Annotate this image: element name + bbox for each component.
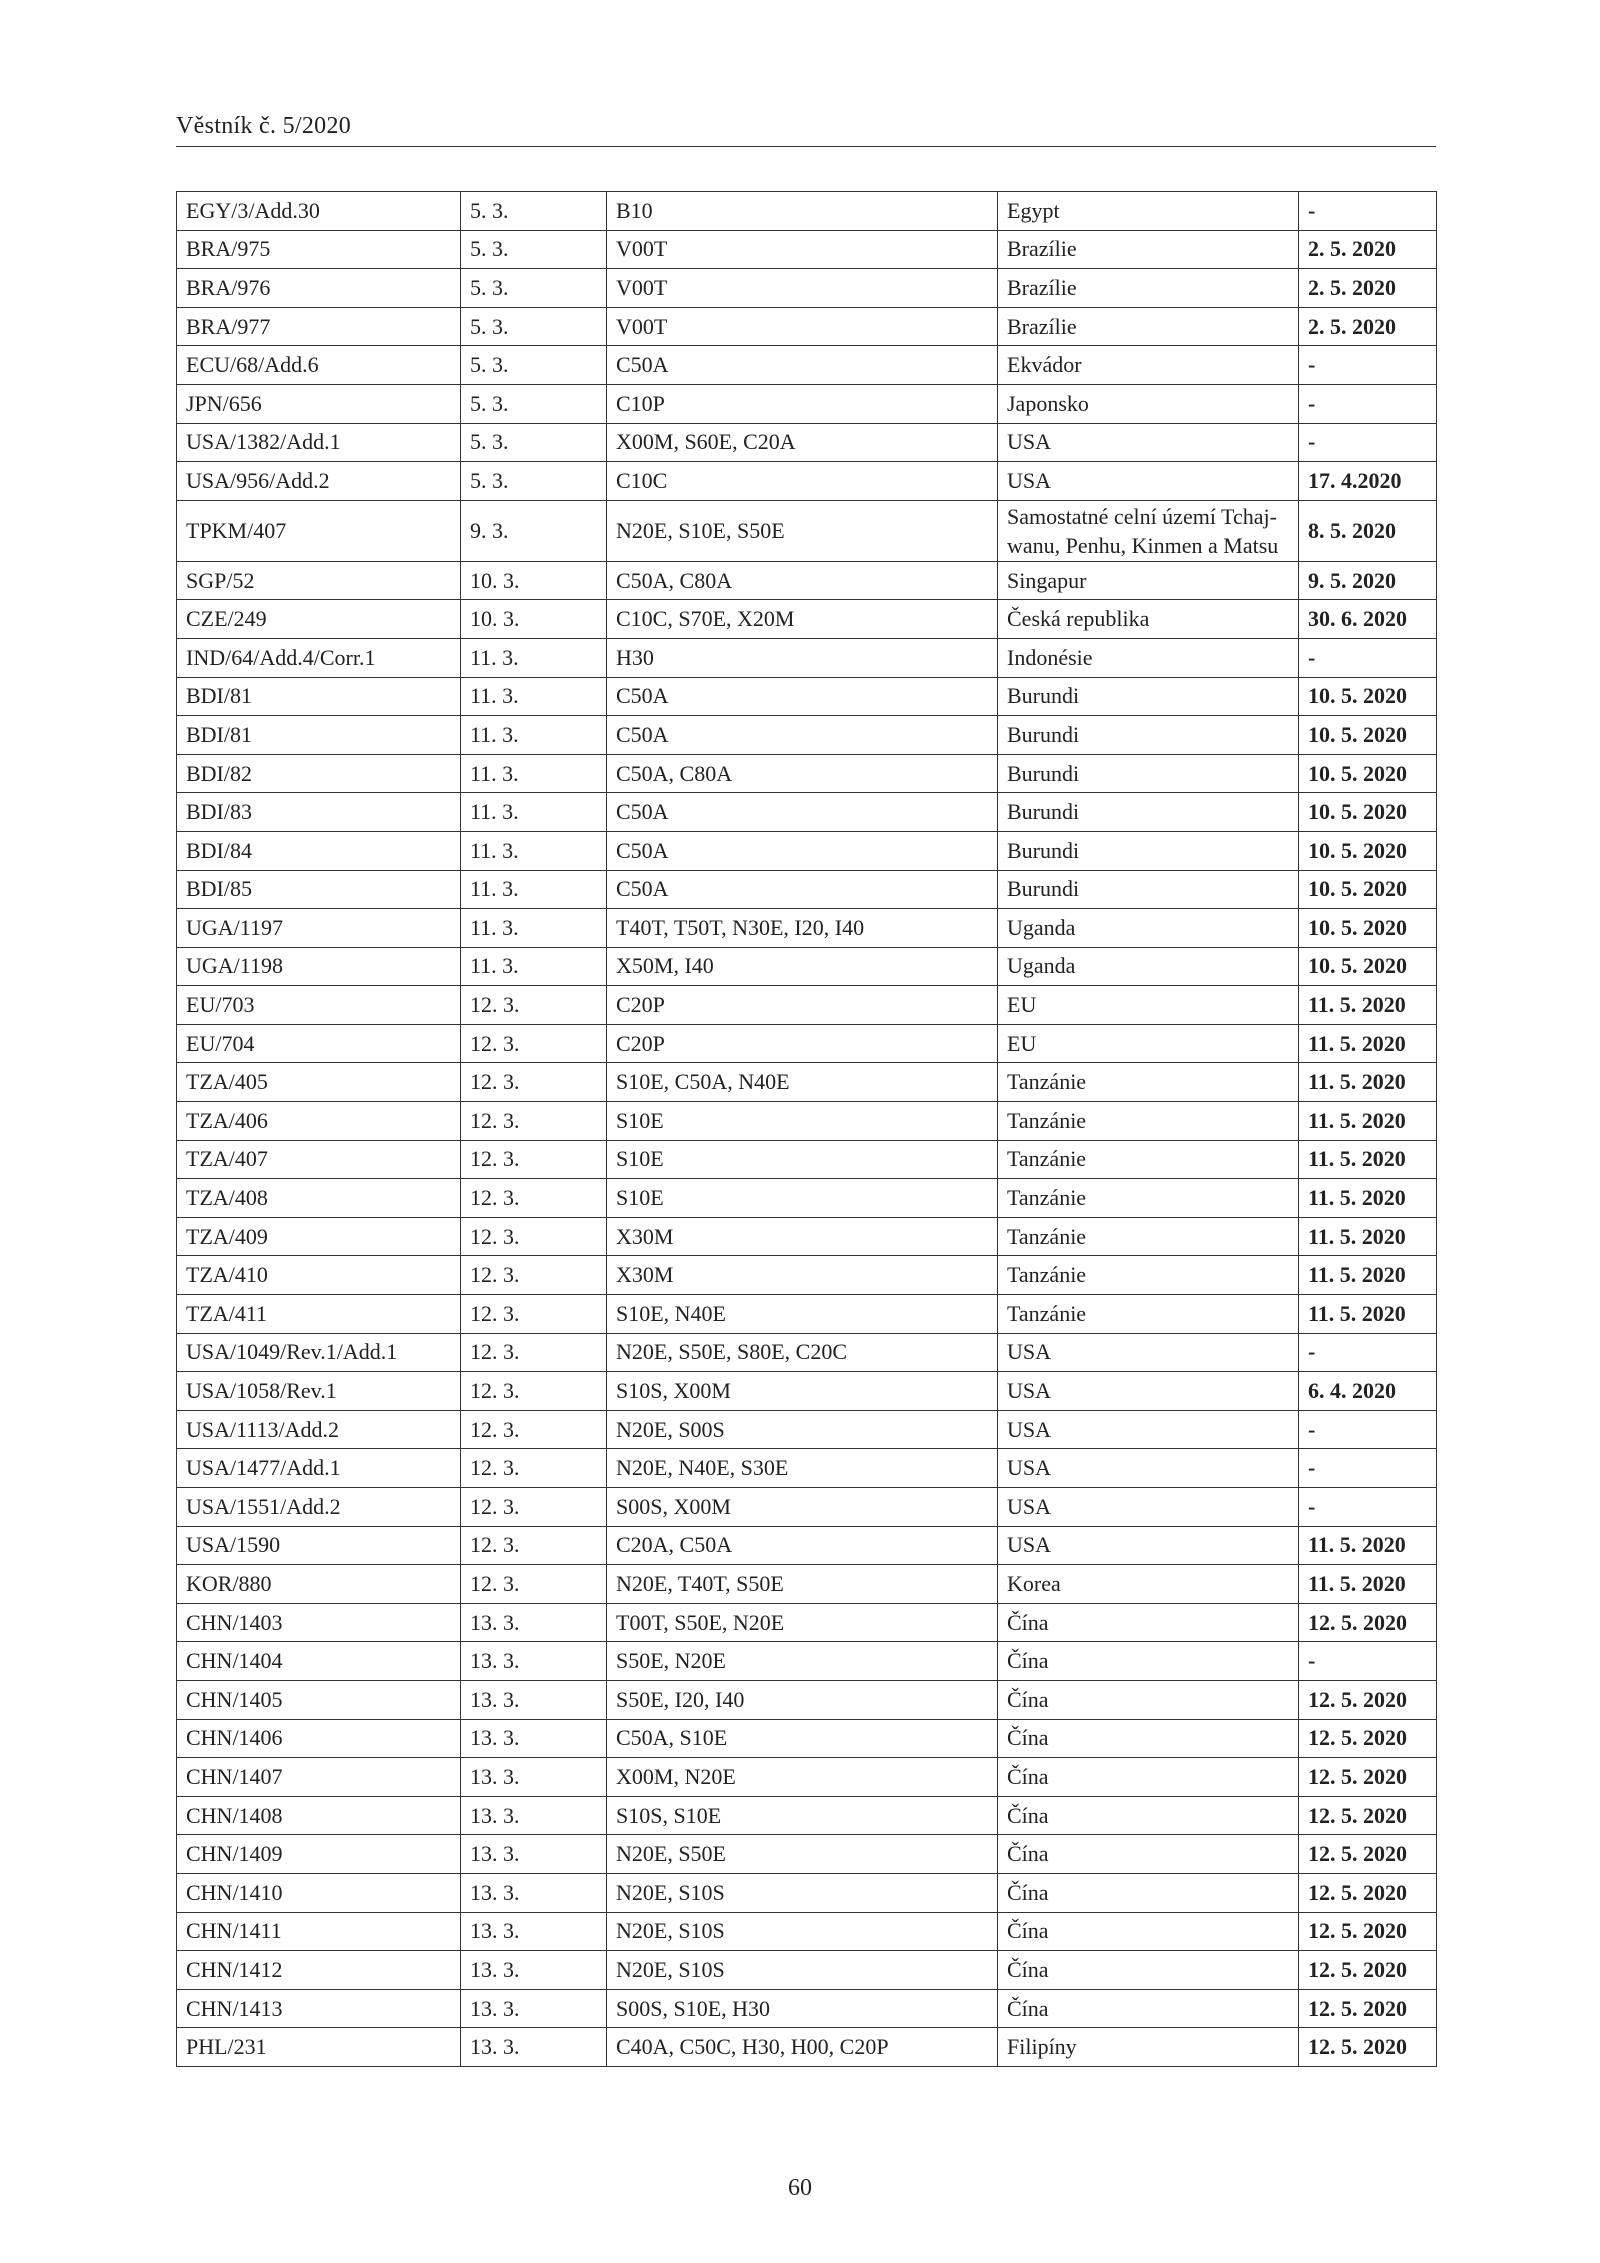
table-row [177, 677, 1437, 716]
ics-codes-cell: C50A [607, 870, 998, 909]
notification-symbol-cell: UGA/1197 [177, 909, 461, 948]
notification-symbol-cell: USA/1590 [177, 1526, 461, 1565]
notification-date-cell: 13. 3. [461, 1796, 607, 1835]
comment-deadline-cell: 12. 5. 2020 [1299, 1873, 1437, 1912]
territory-cell: USA [998, 1526, 1299, 1565]
ics-codes-cell: N20E, S00S [607, 1410, 998, 1449]
notification-symbol-cell: EU/704 [177, 1024, 461, 1063]
territory-cell: Čína [998, 1719, 1299, 1758]
notification-date-cell: 12. 3. [461, 1024, 607, 1063]
ics-codes-cell: C50A [607, 677, 998, 716]
notification-symbol-cell: BDI/81 [177, 716, 461, 755]
notification-symbol-cell: CHN/1403 [177, 1603, 461, 1642]
territory-cell: Čína [998, 1912, 1299, 1951]
page-header: Věstník č. 5/2020 [176, 113, 352, 139]
table-row [177, 384, 1437, 423]
notification-symbol-cell: BDI/81 [177, 677, 461, 716]
comment-deadline-cell: - [1299, 1410, 1437, 1449]
territory-cell: Burundi [998, 716, 1299, 755]
ics-codes-cell: S10S, X00M [607, 1372, 998, 1411]
page-number: 60 [788, 2175, 812, 2201]
notification-date-cell: 5. 3. [461, 346, 607, 385]
territory-cell: Brazílie [998, 230, 1299, 269]
notification-date-cell: 12. 3. [461, 1488, 607, 1527]
ics-codes-cell: N20E, S10S [607, 1873, 998, 1912]
notification-date-cell: 5. 3. [461, 230, 607, 269]
notification-date-cell: 11. 3. [461, 754, 607, 793]
notification-symbol-cell: CHN/1405 [177, 1680, 461, 1719]
ics-codes-cell: T00T, S50E, N20E [607, 1603, 998, 1642]
notification-symbol-cell: TZA/407 [177, 1140, 461, 1179]
ics-codes-cell: X30M [607, 1256, 998, 1295]
table-row [177, 793, 1437, 832]
ics-codes-cell: S10E [607, 1179, 998, 1218]
notification-symbol-cell: USA/1477/Add.1 [177, 1449, 461, 1488]
ics-codes-cell: H30 [607, 638, 998, 677]
table-row [177, 346, 1437, 385]
comment-deadline-cell: 12. 5. 2020 [1299, 1680, 1437, 1719]
comment-deadline-cell: 11. 5. 2020 [1299, 1526, 1437, 1565]
comment-deadline-cell: 10. 5. 2020 [1299, 793, 1437, 832]
territory-cell: Singapur [998, 561, 1299, 600]
notification-symbol-cell: BRA/976 [177, 269, 461, 308]
table-row [177, 1680, 1437, 1719]
notification-symbol-cell: TZA/408 [177, 1179, 461, 1218]
table-row [177, 947, 1437, 986]
table-row [177, 1603, 1437, 1642]
notification-symbol-cell: KOR/880 [177, 1565, 461, 1604]
ics-codes-cell: C40A, C50C, H30, H00, C20P [607, 2028, 998, 2067]
ics-codes-cell: S50E, N20E [607, 1642, 998, 1681]
territory-cell: Tanzánie [998, 1256, 1299, 1295]
comment-deadline-cell: 12. 5. 2020 [1299, 1603, 1437, 1642]
table-row [177, 230, 1437, 269]
table-row [177, 500, 1437, 561]
table-row [177, 1951, 1437, 1990]
notification-symbol-cell: TZA/409 [177, 1217, 461, 1256]
table-row [177, 1140, 1437, 1179]
notification-date-cell: 12. 3. [461, 1179, 607, 1218]
territory-cell: USA [998, 423, 1299, 462]
table-row [177, 307, 1437, 346]
territory-cell: Tanzánie [998, 1102, 1299, 1141]
comment-deadline-cell: - [1299, 1488, 1437, 1527]
notification-date-cell: 13. 3. [461, 1951, 607, 1990]
notification-date-cell: 12. 3. [461, 1372, 607, 1411]
comment-deadline-cell: 11. 5. 2020 [1299, 1217, 1437, 1256]
comment-deadline-cell: 10. 5. 2020 [1299, 909, 1437, 948]
ics-codes-cell: X30M [607, 1217, 998, 1256]
territory-cell: Samostatné celní území Tchaj-wanu, Penhu, Kinmen a Matsu [998, 500, 1299, 561]
notification-symbol-cell: CHN/1413 [177, 1989, 461, 2028]
comment-deadline-cell: - [1299, 346, 1437, 385]
ics-codes-cell: N20E, S50E [607, 1835, 998, 1874]
territory-cell: USA [998, 462, 1299, 501]
notification-symbol-cell: JPN/656 [177, 384, 461, 423]
table-row [177, 1063, 1437, 1102]
notification-date-cell: 11. 3. [461, 793, 607, 832]
ics-codes-cell: N20E, S50E, S80E, C20C [607, 1333, 998, 1372]
notification-symbol-cell: CHN/1410 [177, 1873, 461, 1912]
notification-symbol-cell: USA/1049/Rev.1/Add.1 [177, 1333, 461, 1372]
comment-deadline-cell: 11. 5. 2020 [1299, 1024, 1437, 1063]
comment-deadline-cell: - [1299, 638, 1437, 677]
table-body [177, 192, 1437, 2067]
territory-cell: Burundi [998, 831, 1299, 870]
ics-codes-cell: T40T, T50T, N30E, I20, I40 [607, 909, 998, 948]
notification-symbol-cell: CHN/1411 [177, 1912, 461, 1951]
notification-symbol-cell: CHN/1406 [177, 1719, 461, 1758]
ics-codes-cell: B10 [607, 192, 998, 231]
ics-codes-cell: N20E, S10S [607, 1951, 998, 1990]
notification-date-cell: 11. 3. [461, 947, 607, 986]
notification-date-cell: 13. 3. [461, 1989, 607, 2028]
notification-date-cell: 13. 3. [461, 1680, 607, 1719]
comment-deadline-cell: - [1299, 1642, 1437, 1681]
notification-date-cell: 12. 3. [461, 1333, 607, 1372]
comment-deadline-cell: 17. 4.2020 [1299, 462, 1437, 501]
table-row [177, 1295, 1437, 1334]
table-row [177, 1024, 1437, 1063]
notification-date-cell: 13. 3. [461, 1603, 607, 1642]
notification-table [176, 191, 1437, 2067]
notification-symbol-cell: BDI/83 [177, 793, 461, 832]
table-row [177, 870, 1437, 909]
notification-symbol-cell: USA/1382/Add.1 [177, 423, 461, 462]
comment-deadline-cell: 11. 5. 2020 [1299, 1565, 1437, 1604]
territory-cell: USA [998, 1488, 1299, 1527]
notification-date-cell: 5. 3. [461, 307, 607, 346]
notification-symbol-cell: EGY/3/Add.30 [177, 192, 461, 231]
table-row [177, 1410, 1437, 1449]
ics-codes-cell: N20E, T40T, S50E [607, 1565, 998, 1604]
notification-date-cell: 12. 3. [461, 1140, 607, 1179]
territory-cell: Čína [998, 1835, 1299, 1874]
table-row [177, 192, 1437, 231]
notification-symbol-cell: ECU/68/Add.6 [177, 346, 461, 385]
comment-deadline-cell: 11. 5. 2020 [1299, 1179, 1437, 1218]
ics-codes-cell: C10P [607, 384, 998, 423]
notification-date-cell: 12. 3. [461, 1449, 607, 1488]
table-row [177, 423, 1437, 462]
ics-codes-cell: X00M, S60E, C20A [607, 423, 998, 462]
table-row [177, 1179, 1437, 1218]
territory-cell: Tanzánie [998, 1179, 1299, 1218]
notification-date-cell: 13. 3. [461, 1912, 607, 1951]
comment-deadline-cell: 11. 5. 2020 [1299, 986, 1437, 1025]
comment-deadline-cell: 11. 5. 2020 [1299, 1063, 1437, 1102]
comment-deadline-cell: 2. 5. 2020 [1299, 230, 1437, 269]
comment-deadline-cell: 10. 5. 2020 [1299, 677, 1437, 716]
table-row [177, 1488, 1437, 1527]
notification-date-cell: 5. 3. [461, 269, 607, 308]
territory-cell: Japonsko [998, 384, 1299, 423]
comment-deadline-cell: 12. 5. 2020 [1299, 1719, 1437, 1758]
territory-cell: Filipíny [998, 2028, 1299, 2067]
table-row [177, 1758, 1437, 1797]
ics-codes-cell: C50A, S10E [607, 1719, 998, 1758]
table-row [177, 1989, 1437, 2028]
ics-codes-cell: S10E, N40E [607, 1295, 998, 1334]
table-row [177, 1912, 1437, 1951]
territory-cell: Česká republika [998, 600, 1299, 639]
ics-codes-cell: S10E, C50A, N40E [607, 1063, 998, 1102]
notification-date-cell: 12. 3. [461, 1526, 607, 1565]
notification-date-cell: 9. 3. [461, 500, 607, 561]
comment-deadline-cell: 12. 5. 2020 [1299, 2028, 1437, 2067]
table-row [177, 1835, 1437, 1874]
comment-deadline-cell: - [1299, 192, 1437, 231]
notification-date-cell: 13. 3. [461, 1642, 607, 1681]
territory-cell: Indonésie [998, 638, 1299, 677]
table-row [177, 1565, 1437, 1604]
notification-symbol-cell: IND/64/Add.4/Corr.1 [177, 638, 461, 677]
table-row [177, 2028, 1437, 2067]
table-row [177, 561, 1437, 600]
notification-date-cell: 11. 3. [461, 677, 607, 716]
notification-symbol-cell: EU/703 [177, 986, 461, 1025]
comment-deadline-cell: 11. 5. 2020 [1299, 1140, 1437, 1179]
territory-cell: Uganda [998, 947, 1299, 986]
header-rule [176, 146, 1436, 147]
territory-cell: Čína [998, 1758, 1299, 1797]
table-row [177, 986, 1437, 1025]
notification-symbol-cell: SGP/52 [177, 561, 461, 600]
notification-symbol-cell: USA/1551/Add.2 [177, 1488, 461, 1527]
notification-symbol-cell: TPKM/407 [177, 500, 461, 561]
table-row [177, 1372, 1437, 1411]
territory-cell: EU [998, 1024, 1299, 1063]
notification-date-cell: 11. 3. [461, 909, 607, 948]
notification-date-cell: 5. 3. [461, 384, 607, 423]
ics-codes-cell: C50A [607, 346, 998, 385]
notification-symbol-cell: USA/956/Add.2 [177, 462, 461, 501]
notification-symbol-cell: CHN/1404 [177, 1642, 461, 1681]
notification-date-cell: 12. 3. [461, 1256, 607, 1295]
table-row [177, 1796, 1437, 1835]
comment-deadline-cell: 30. 6. 2020 [1299, 600, 1437, 639]
ics-codes-cell: C50A [607, 831, 998, 870]
ics-codes-cell: C50A [607, 716, 998, 755]
comment-deadline-cell: 12. 5. 2020 [1299, 1951, 1437, 1990]
notification-date-cell: 12. 3. [461, 1295, 607, 1334]
comment-deadline-cell: 2. 5. 2020 [1299, 307, 1437, 346]
comment-deadline-cell: 10. 5. 2020 [1299, 831, 1437, 870]
ics-codes-cell: C50A, C80A [607, 754, 998, 793]
notification-date-cell: 13. 3. [461, 1719, 607, 1758]
table-row [177, 1526, 1437, 1565]
table-row [177, 1642, 1437, 1681]
notification-date-cell: 5. 3. [461, 462, 607, 501]
table-row [177, 1719, 1437, 1758]
territory-cell: Brazílie [998, 307, 1299, 346]
territory-cell: Burundi [998, 754, 1299, 793]
notification-date-cell: 11. 3. [461, 716, 607, 755]
ics-codes-cell: C50A [607, 793, 998, 832]
notification-date-cell: 12. 3. [461, 1063, 607, 1102]
comment-deadline-cell: 11. 5. 2020 [1299, 1256, 1437, 1295]
table-row [177, 909, 1437, 948]
notification-symbol-cell: USA/1058/Rev.1 [177, 1372, 461, 1411]
ics-codes-cell: C50A, C80A [607, 561, 998, 600]
notification-symbol-cell: TZA/410 [177, 1256, 461, 1295]
ics-codes-cell: N20E, S10S [607, 1912, 998, 1951]
ics-codes-cell: V00T [607, 307, 998, 346]
comment-deadline-cell: - [1299, 384, 1437, 423]
territory-cell: Čína [998, 1796, 1299, 1835]
comment-deadline-cell: 8. 5. 2020 [1299, 500, 1437, 561]
notification-date-cell: 11. 3. [461, 638, 607, 677]
table-row [177, 716, 1437, 755]
notification-date-cell: 12. 3. [461, 1410, 607, 1449]
comment-deadline-cell: 12. 5. 2020 [1299, 1989, 1437, 2028]
territory-cell: Tanzánie [998, 1295, 1299, 1334]
territory-cell: Tanzánie [998, 1140, 1299, 1179]
notification-symbol-cell: PHL/231 [177, 2028, 461, 2067]
territory-cell: USA [998, 1372, 1299, 1411]
territory-cell: Burundi [998, 793, 1299, 832]
notification-date-cell: 12. 3. [461, 1217, 607, 1256]
table-row [177, 1256, 1437, 1295]
ics-codes-cell: S00S, S10E, H30 [607, 1989, 998, 2028]
comment-deadline-cell: 12. 5. 2020 [1299, 1758, 1437, 1797]
comment-deadline-cell: 12. 5. 2020 [1299, 1912, 1437, 1951]
table-row [177, 1449, 1437, 1488]
territory-cell: Ekvádor [998, 346, 1299, 385]
notification-date-cell: 13. 3. [461, 1873, 607, 1912]
comment-deadline-cell: - [1299, 1333, 1437, 1372]
notification-date-cell: 10. 3. [461, 561, 607, 600]
notification-date-cell: 11. 3. [461, 831, 607, 870]
comment-deadline-cell: 10. 5. 2020 [1299, 754, 1437, 793]
notification-symbol-cell: BDI/85 [177, 870, 461, 909]
notification-date-cell: 11. 3. [461, 870, 607, 909]
territory-cell: EU [998, 986, 1299, 1025]
territory-cell: Čína [998, 1989, 1299, 2028]
comment-deadline-cell: 10. 5. 2020 [1299, 870, 1437, 909]
notification-symbol-cell: BRA/975 [177, 230, 461, 269]
territory-cell: Tanzánie [998, 1217, 1299, 1256]
table-row [177, 600, 1437, 639]
notification-symbol-cell: TZA/411 [177, 1295, 461, 1334]
territory-cell: Čína [998, 1873, 1299, 1912]
ics-codes-cell: S00S, X00M [607, 1488, 998, 1527]
table-row [177, 638, 1437, 677]
territory-cell: Brazílie [998, 269, 1299, 308]
ics-codes-cell: S10S, S10E [607, 1796, 998, 1835]
territory-cell: Burundi [998, 870, 1299, 909]
notification-date-cell: 5. 3. [461, 423, 607, 462]
territory-cell: USA [998, 1449, 1299, 1488]
territory-cell: Tanzánie [998, 1063, 1299, 1102]
ics-codes-cell: V00T [607, 230, 998, 269]
table-row [177, 269, 1437, 308]
notification-date-cell: 5. 3. [461, 192, 607, 231]
notification-symbol-cell: CHN/1408 [177, 1796, 461, 1835]
ics-codes-cell: S50E, I20, I40 [607, 1680, 998, 1719]
territory-cell: Korea [998, 1565, 1299, 1604]
notification-symbol-cell: TZA/405 [177, 1063, 461, 1102]
notification-symbol-cell: CHN/1412 [177, 1951, 461, 1990]
ics-codes-cell: N20E, N40E, S30E [607, 1449, 998, 1488]
table-row [177, 1333, 1437, 1372]
notification-symbol-cell: BRA/977 [177, 307, 461, 346]
territory-cell: USA [998, 1333, 1299, 1372]
notification-symbol-cell: CHN/1407 [177, 1758, 461, 1797]
notification-symbol-cell: TZA/406 [177, 1102, 461, 1141]
comment-deadline-cell: - [1299, 1449, 1437, 1488]
ics-codes-cell: V00T [607, 269, 998, 308]
notification-symbol-cell: CZE/249 [177, 600, 461, 639]
ics-codes-cell: X00M, N20E [607, 1758, 998, 1797]
notification-symbol-cell: CHN/1409 [177, 1835, 461, 1874]
notification-symbol-cell: BDI/84 [177, 831, 461, 870]
table-row [177, 831, 1437, 870]
ics-codes-cell: C20P [607, 1024, 998, 1063]
table-row [177, 1102, 1437, 1141]
territory-cell: Čína [998, 1642, 1299, 1681]
table-row [177, 754, 1437, 793]
comment-deadline-cell: 10. 5. 2020 [1299, 716, 1437, 755]
table-row [177, 1217, 1437, 1256]
ics-codes-cell: C10C, S70E, X20M [607, 600, 998, 639]
ics-codes-cell: C10C [607, 462, 998, 501]
notification-date-cell: 12. 3. [461, 1565, 607, 1604]
comment-deadline-cell: 6. 4. 2020 [1299, 1372, 1437, 1411]
table-row [177, 462, 1437, 501]
comment-deadline-cell: 12. 5. 2020 [1299, 1835, 1437, 1874]
table-row [177, 1873, 1437, 1912]
territory-cell: Čína [998, 1951, 1299, 1990]
territory-cell: USA [998, 1410, 1299, 1449]
notification-symbol-cell: BDI/82 [177, 754, 461, 793]
ics-codes-cell: S10E [607, 1102, 998, 1141]
territory-cell: Čína [998, 1603, 1299, 1642]
comment-deadline-cell: - [1299, 423, 1437, 462]
comment-deadline-cell: 10. 5. 2020 [1299, 947, 1437, 986]
notification-symbol-cell: UGA/1198 [177, 947, 461, 986]
notification-date-cell: 12. 3. [461, 986, 607, 1025]
ics-codes-cell: X50M, I40 [607, 947, 998, 986]
ics-codes-cell: S10E [607, 1140, 998, 1179]
notification-date-cell: 13. 3. [461, 1835, 607, 1874]
territory-cell: Burundi [998, 677, 1299, 716]
notification-date-cell: 12. 3. [461, 1102, 607, 1141]
comment-deadline-cell: 11. 5. 2020 [1299, 1295, 1437, 1334]
ics-codes-cell: C20A, C50A [607, 1526, 998, 1565]
notification-symbol-cell: USA/1113/Add.2 [177, 1410, 461, 1449]
notification-date-cell: 10. 3. [461, 600, 607, 639]
territory-cell: Egypt [998, 192, 1299, 231]
comment-deadline-cell: 12. 5. 2020 [1299, 1796, 1437, 1835]
notification-date-cell: 13. 3. [461, 2028, 607, 2067]
comment-deadline-cell: 2. 5. 2020 [1299, 269, 1437, 308]
territory-cell: Uganda [998, 909, 1299, 948]
comment-deadline-cell: 9. 5. 2020 [1299, 561, 1437, 600]
notification-date-cell: 13. 3. [461, 1758, 607, 1797]
comment-deadline-cell: 11. 5. 2020 [1299, 1102, 1437, 1141]
ics-codes-cell: N20E, S10E, S50E [607, 500, 998, 561]
ics-codes-cell: C20P [607, 986, 998, 1025]
territory-cell: Čína [998, 1680, 1299, 1719]
